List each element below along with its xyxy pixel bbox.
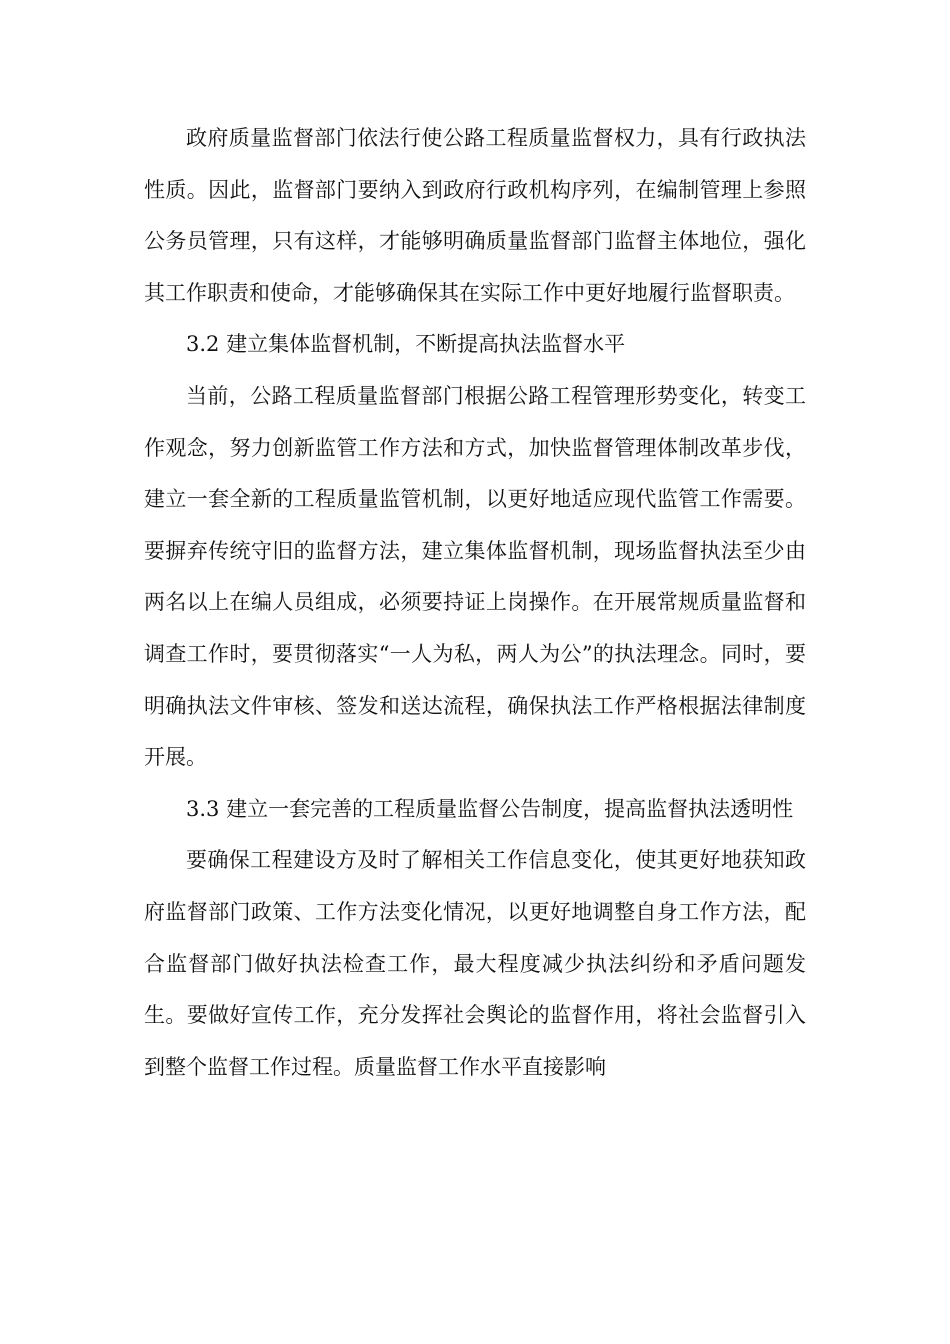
document-body	[144, 113, 806, 1093]
paragraph-collective-supervision: 当前，公路工程质量监督部门根据公路工程管理形势变化，转变工作观念，努力创新监管工作方法和方式，加快监督管理体制改革步伐，建立一套全新的工程质量监管机制，以更好地适应现代监管工作需要。要摒弃传统守旧的监督方法，建立集体监督机制，现场监督执法至少由两名以上在编人员组成，必须要持证上岗操作。在开展常规质量监督和调查工作时，要贯彻落实“一人为私，两人为公”的执法理念。同时，要明确执法文件审核、签发和送达流程，确保执法工作严格根据法律制度开展。	[144, 383, 806, 770]
paragraph-supervision-authority: 政府质量监督部门依法行使公路工程质量监督权力，具有行政执法性质。因此，监督部门要纳入到政府行政机构序列，在编制管理上参照公务员管理，只有这样，才能够明确质量监督部门监督主体地位，强化其工作职责和使命，才能够确保其在实际工作中更好地履行监督职责。	[144, 126, 806, 305]
section-heading-3-3: 3.3 建立一套完善的工程质量监督公告制度，提高监督执法透明性	[186, 796, 794, 821]
section-heading-3-2: 3.2 建立集体监督机制，不断提高执法监督水平	[186, 332, 626, 357]
paragraph-announcement-system: 要确保工程建设方及时了解相关工作信息变化，使其更好地获知政府监督部门政策、工作方法变化情况，以更好地调整自身工作方法，配合监督部门做好执法检查工作，最大程度减少执法纠纷和矛盾问题发生。要做好宣传工作，充分发挥社会舆论的监督作用，将社会监督引入到整个监督工作过程。质量监督工作水平直接影响	[144, 848, 806, 1079]
